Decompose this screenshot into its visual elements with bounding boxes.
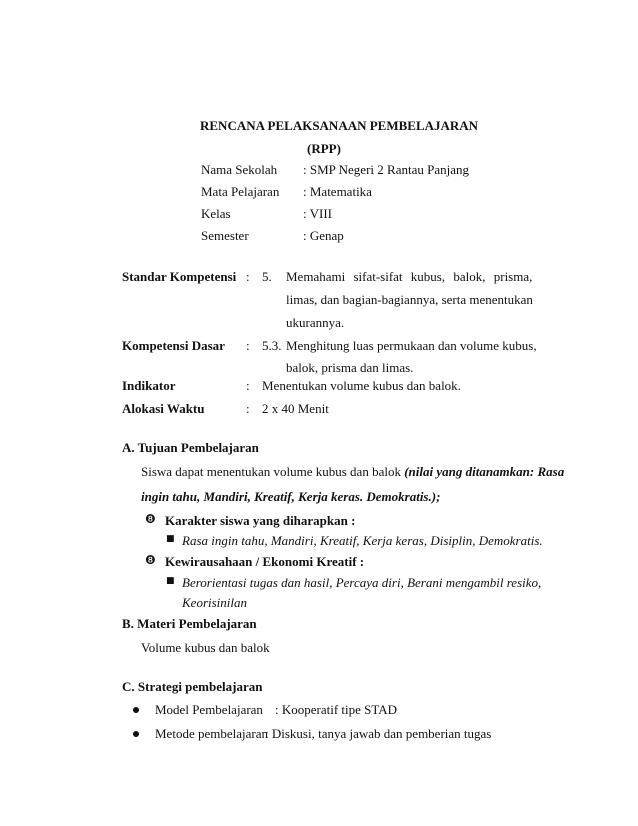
sk-colon: : [246, 269, 250, 284]
section-a-paragraph-line-2: ingin tahu, Mandiri, Kreatif, Kerja keras. Demokratis.); [141, 489, 441, 504]
alokasi-label: Alokasi Waktu [122, 401, 205, 416]
identity-value-class: : VIII [303, 206, 333, 221]
kd-line-2: balok, prisma dan limas. [286, 360, 414, 375]
alokasi-colon: : [246, 401, 250, 416]
section-a-paragraph-line-1 [141, 465, 564, 478]
section-a-values-text: (nilai yang ditanamkan: Rasa [404, 464, 565, 479]
strategy-label-model: Model Pembelajaran [155, 702, 263, 717]
bullet-icon [133, 707, 139, 713]
identity-label-subject: Mata Pelajaran [201, 184, 280, 199]
karakter-bullet-icon: ■ [166, 534, 175, 544]
strategy-value-model: : Kooperatif tipe STAD [275, 702, 398, 717]
indikator-colon: : [246, 378, 250, 393]
kd-colon: : [246, 338, 250, 353]
document-subtitle: (RPP) [307, 141, 341, 156]
kewirausahaan-heading: Kewirausahaan / Ekonomi Kreatif : [165, 554, 365, 569]
kewirausahaan-number-icon: ❽ [145, 553, 156, 567]
strategy-label-method: Metode pembelajaran [155, 726, 268, 741]
section-b-text: Volume kubus dan balok [141, 640, 270, 655]
identity-value-school: : SMP Negeri 2 Rantau Panjang [303, 162, 469, 177]
bullet-icon [133, 731, 139, 737]
karakter-heading: Karakter siswa yang diharapkan : [165, 513, 356, 528]
strategy-value-method: : Diskusi, tanya jawab dan pemberian tugas [265, 726, 492, 741]
identity-value-subject: : Matematika [303, 184, 372, 199]
sk-line-1: Memahami sifat-sifat kubus, balok, prisma, [286, 269, 533, 284]
karakter-number-icon: ❽ [145, 512, 156, 526]
indikator-label: Indikator [122, 378, 176, 393]
identity-value-semester: : Genap [303, 228, 344, 243]
kd-number: 5.3. [262, 338, 282, 353]
kd-line-1: Menghitung luas permukaan dan volume kubus, [286, 338, 537, 353]
section-a-plain-text: Siswa dapat menentukan volume kubus dan balok [141, 464, 405, 479]
kd-label: Kompetensi Dasar [122, 338, 225, 353]
sk-number: 5. [262, 269, 272, 284]
section-c-heading: C. Strategi pembelajaran [122, 679, 263, 694]
sk-line-3: ukurannya. [286, 315, 345, 330]
section-a-heading: A. Tujuan Pembelajaran [122, 440, 259, 455]
kewirausahaan-item-line-1: Berorientasi tugas dan hasil, Percaya diri, Berani mengambil resiko, [182, 575, 542, 590]
sk-label: Standar Kompetensi [122, 269, 237, 284]
karakter-item: Rasa ingin tahu, Mandiri, Kreatif, Kerja keras, Disiplin, Demokratis. [182, 533, 543, 548]
identity-label-class: Kelas [201, 206, 231, 221]
document-title: RENCANA PELAKSANAAN PEMBELAJARAN [200, 118, 479, 133]
section-b-heading: B. Materi Pembelajaran [122, 616, 257, 631]
identity-label-school: Nama Sekolah [201, 162, 278, 177]
kewirausahaan-bullet-icon: ■ [166, 576, 175, 586]
indikator-value: Menentukan volume kubus dan balok. [262, 378, 461, 393]
alokasi-value: 2 x 40 Menit [262, 401, 329, 416]
kewirausahaan-item-line-2: Keorisinilan [182, 595, 248, 610]
sk-line-2: limas, dan bagian-bagiannya, serta menentukan [286, 292, 533, 307]
identity-label-semester: Semester [201, 228, 249, 243]
